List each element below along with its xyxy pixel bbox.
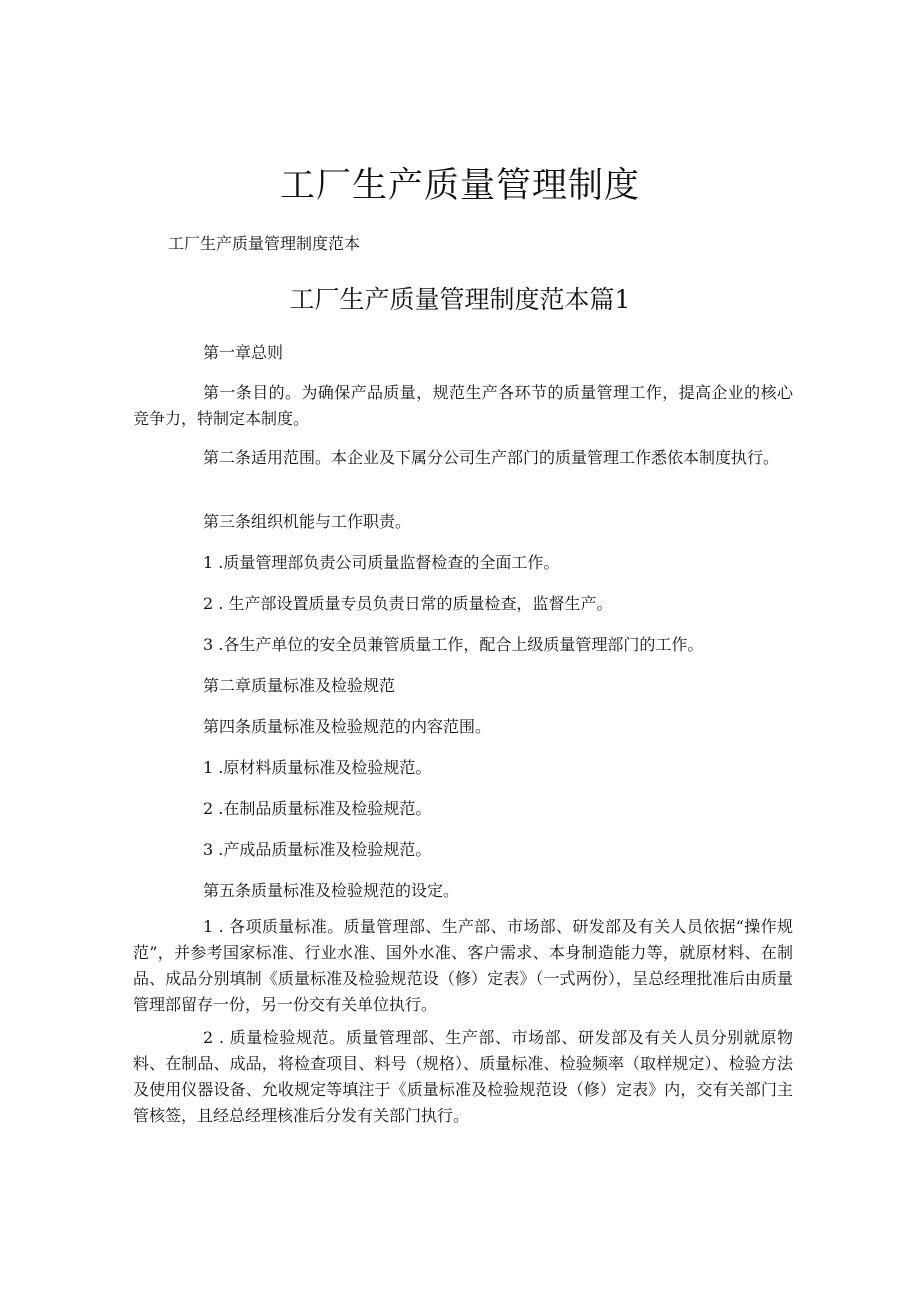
list-item: 3 .产成品质量标准及检验规范。 — [203, 840, 432, 859]
section-title: 工厂生产质量管理制度范本篇1 — [289, 285, 631, 314]
list-item: 1 .原材料质量标准及检验规范。 — [203, 758, 432, 777]
chapter-heading: 第二章质量标准及检验规范 — [203, 676, 396, 695]
paragraph: 第一条目的。为确保产品质量，规范生产各环节的质量管理工作，提高企业的核心竞争力，特制定本制度。 — [133, 383, 793, 428]
document-title: 工厂生产质量管理制度 — [279, 166, 640, 206]
list-item: 3 .各生产单位的安全员兼管质量工作，配合上级质量管理部门的工作。 — [203, 635, 704, 654]
paragraph: 第四条质量标准及检验规范的内容范围。 — [203, 717, 492, 736]
paragraph: 第三条组织机能与工作职责。 — [203, 512, 412, 531]
list-item: 1 . 各项质量标准。质量管理部、生产部、市场部、研发部及有关人员依据“操作规范”，并参考国家标准、行业水准、国外水准、客户需求、本身制造能力等，就原材料、在制品、成品分别填制《质量标准及检验规范设（修）定表》（一式两份），呈总经理批准后由质量管理部留存一份，另一份交有关单位执行。 — [133, 917, 793, 1014]
paragraph: 第五条质量标准及检验规范的设定。 — [203, 881, 460, 900]
paragraph: 第二条适用范围。本企业及下属分公司生产部门的质量管理工作悉依本制度执行。 — [203, 448, 780, 467]
list-item: 2 . 生产部设置质量专员负责日常的质量检查，监督生产。 — [203, 594, 613, 613]
document-subtitle: 工厂生产质量管理制度范本 — [168, 234, 361, 253]
list-item: 1 .质量管理部负责公司质量监督检查的全面工作。 — [203, 553, 560, 572]
chapter-heading: 第一章总则 — [203, 343, 284, 362]
list-item: 2 .在制品质量标准及检验规范。 — [203, 799, 432, 818]
list-item: 2 . 质量检验规范。质量管理部、生产部、市场部、研发部及有关人员分别就原物料、在制品、成品，将检查项目、料号（规格）、质量标准、检验频率（取样规定）、检验方法及使用仪器设备、允收规定等填注于《质量标准及检验规范设（修）定表》内，交有关部门主管核签，且经总经理核准后分发有关部门执行。 — [133, 1028, 793, 1125]
